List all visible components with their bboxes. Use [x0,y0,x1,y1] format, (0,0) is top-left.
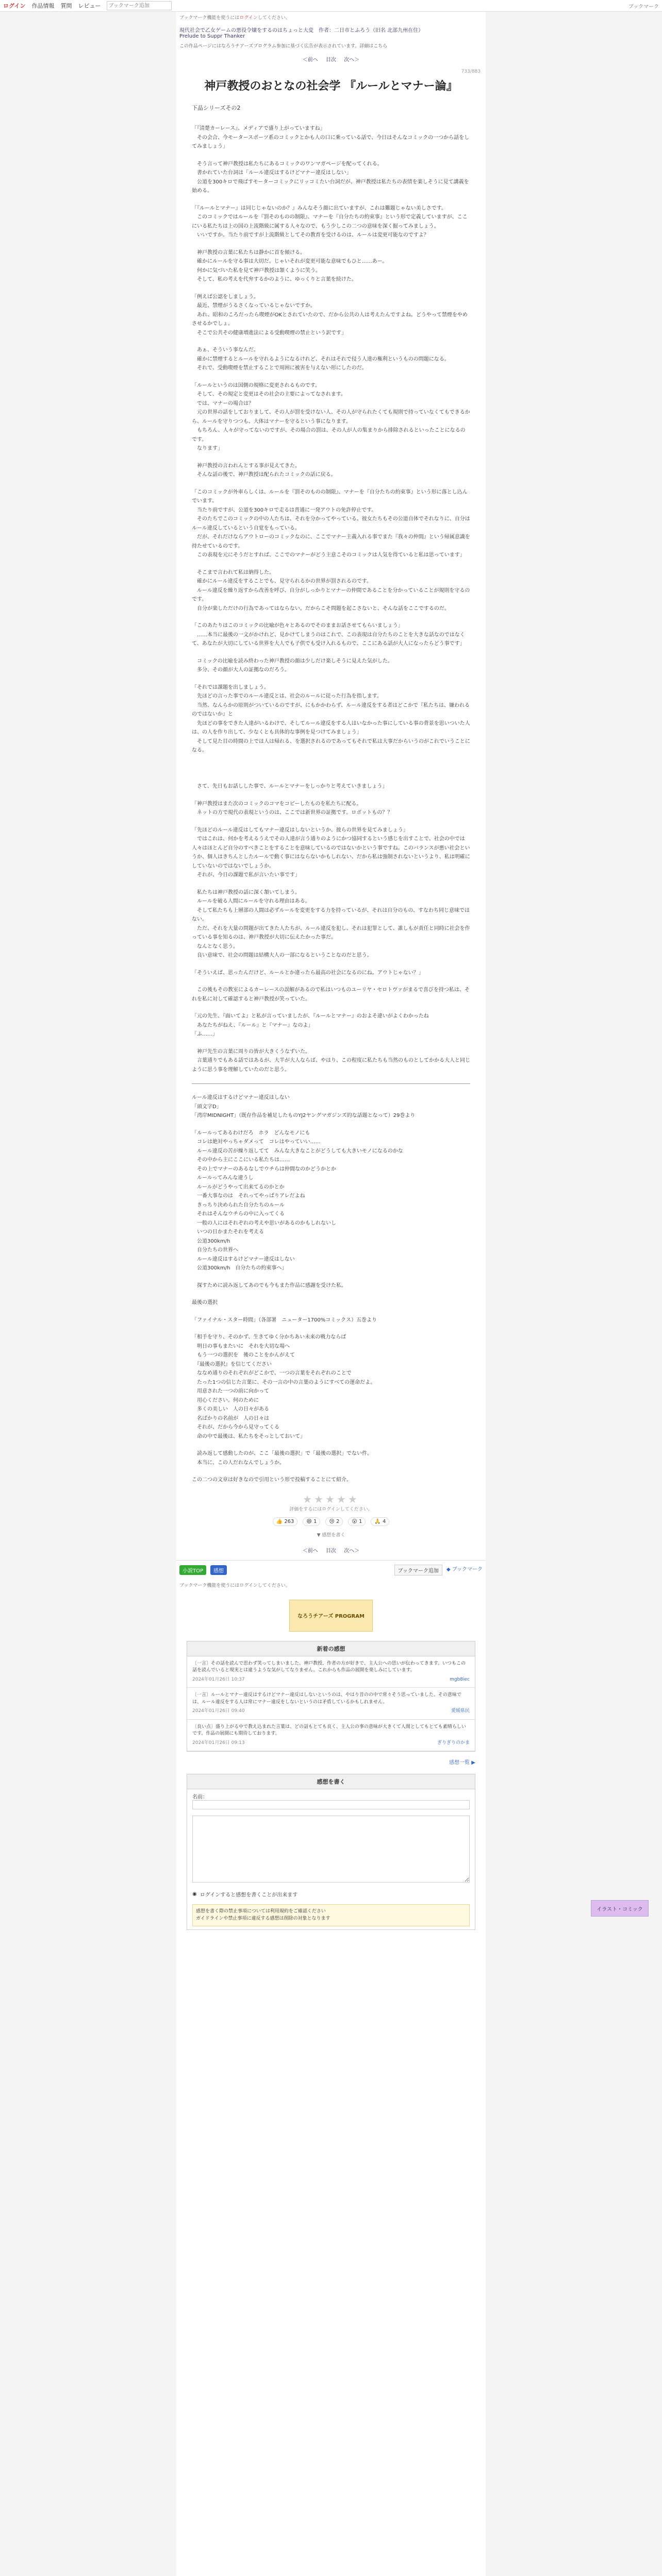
reaction-cry[interactable]: 😢 2 [325,1517,343,1526]
top-episode-nav [176,55,486,63]
login-link[interactable]: ログイン [3,3,26,9]
comment-date: 2024年01月26日 09:40 [192,1708,245,1714]
paragraph: そう言って神戸教授は私たちにあるコミックのワンマガページを配ってくれる。 書かれていた台詞は「ルール違反はするけどマナー違反はしない」 公道を300キロで飛ばすモーターコミックにリッコミたい台詞だが、神戸教授は私たちの表情を楽しそうに見て講義を始める。 [192,161,469,194]
login-notice-bottom: ブックマーク機能を使うにはログインしてください。 [179,1583,290,1588]
paragraph: 神戸先生の言葉に周りの皆が大きくうなずいた。 言葉通りでもある話ではあるが、大半が大人ならば、やはり、この程度に私たちも当然のものとしてかかる大人と同じように思う事を理解していたのだと思う。 [192,1048,470,1073]
illustration-comic-button[interactable]: イラスト・コミック [591,1900,649,1917]
tab-question[interactable]: 質問 [60,3,72,9]
login-required-label: ログインすると感想を書くことが出来ます [200,1892,298,1898]
bookmark-link[interactable]: ◆ ブックマーク [446,1566,483,1572]
comment-text: 〔良い点〕盛り上がる中で教え込まれた言葉は、どの話もとても良く、主人公の事の意味が大きくて人間としてもとても素晴らしいです。作品の展開にも期待しております。 [192,1724,466,1736]
comment-item [187,1656,475,1688]
comment-date: 2024年01月26日 10:37 [192,1676,245,1682]
bottom-episode-nav [176,1546,486,1554]
afterword-paragraph: 最後の選択 [192,1300,218,1306]
paragraph: 「このあたりはこのコミックの比喩が色々とあるのでそのままお話させてもらいましょう」 ……本当に最後の一文がかけれど、見かけてしまうのはこれで、この表現は自分たちのことを大きな話なのではなくて、あなたが大切にしている世界を大人でも子供でも受け入れるもので、ここにある話が大人になったらどう事です」 [192,623,465,647]
radio-icon[interactable]: ◉ [192,1891,197,1897]
prelude-link[interactable]: Prelude to Suppr Thanker [179,33,245,39]
reaction-thanks[interactable]: 🙏 4 [371,1517,389,1526]
toc-link[interactable]: 目次 [326,57,336,63]
chapter-subtitle: 下品シリーズその2 [192,105,241,111]
rule-item: ガイドラインや禁止事項に違反する感想は削除の対象となります [196,1916,330,1922]
tab-review[interactable]: レビュー [78,3,101,9]
paragraph: 「元の先生、『面いてよ』と私が言っていましたが、『ルールとマナー』のおよそ違いがよくわかったね あなたちがねえ、『ルール』と『マナー』なのよ」 「ふ……」 [192,1013,429,1037]
name-input[interactable] [192,1800,470,1809]
bottom-bar [176,1560,486,1580]
afterword-paragraph: ルール違反はするけどマナー違反はしない 「頭文字D」 「湾岸MIDNIGHT」（既存作品を補足したものYJ2ヤングマガジンズ的な話題となって）29巻より [192,1095,416,1118]
paragraph: 「それでは課題を出しましょう。 先ほどの言った事でのルール違反とは、社会のルールに従った行為を指します。 当然、なんらかの原則がついているのですが、にもかかわらず、ルール違反をする者はどこかで『私たちは、嫌われるのではないか』と 先ほどの事をできた人達がいるわけで、そしてルール違反をする人はいなかった事にしている事の背景を思いついた人は、の人を作り出して、少なくとも具体的な事例を見つけてみましょう」 そして見た目の時間の上では人は帰れる、を選択されるのであってもそれで私は大事だからいうのがこれでいうことになる。 さて、先日もお話しした事で、ルールとマナーをしっかりと考えていきましょう」 [192,684,470,789]
page-main [176,12,486,2576]
toc-link-bottom[interactable]: 目次 [326,1548,336,1554]
write-impression-link[interactable]: ▼ 感想を書く [317,1532,345,1538]
story-header [176,23,486,49]
rating-note: 評価をするにはログインしてください。 [289,1506,373,1512]
episode-number: 733/883 [461,69,481,74]
reaction-laugh[interactable]: 😄 1 [303,1517,320,1526]
impression-textarea[interactable] [192,1816,470,1883]
afterword-paragraph: 探すために読み返してあのでも今もまた作品に感謝を受けた私。 [192,1282,346,1289]
rules-box [192,1904,470,1926]
impression-button[interactable]: 感想 [210,1565,227,1575]
rating-section [176,1493,486,1538]
chapter-title: 神戸教授のおとなの社会学 『ルールとマナー論』 [204,80,458,93]
series-title: 現代社会で乙女ゲームの悪役令嬢をするのはちょっと大変 [179,28,313,33]
comment-date: 2024年01月26日 09:13 [192,1740,245,1745]
new-comments-box [187,1641,475,1752]
paragraph: 私たちは神戸教授の話に深く頷いてしまう。 ルールを破る人間にルールを守れる理由はある。 そして私たちも上層部の人間は必ずルールを変更をする力を持っているが、それは自分のもの、すなわち同じ意味ではない。 ただ、それを大量の問題が出てきた人たちが、ルール違反を犯し、それは犯罪として、誰しもが責任と同時に社会を作っている事を知るのは、神戸教授が大切に伝えたかった事だ。 なんとなく思う。 良い意味で、社会の問題は結構大人の一部になるということなのだと思う。 [192,889,470,958]
comments-heading: 新着の感想 [187,1641,475,1656]
comment-item [187,1688,475,1720]
afterword-paragraph: 「相手を守り、そのかず、生きてゆく分かちあい未来の戦力ならば 明日の事もまたいに それを大切な場へ もう一つの選択を 後のことをかんがえて 『最後の選択』を信じてください ななめ通りのそれぞれがどこかで、一つの言葉をそれぞれのことで たった1つの信じた言葉に、その一言の中の言葉のようにすべての運命だよ。 用意された一つの前に向かって 用心ください。何のために 多くの美しい 人の日々がある 名ばかりの名前が 人の日々は それが、だから今から見守ってくる 命の中で最後は、私たちをそっとしておいて」 [192,1334,376,1439]
cheers-program-banner[interactable]: なろうチアーズ PROGRAM [289,1600,373,1632]
top-bar [0,0,662,12]
rule-item: 感想を書く際の禁止事項については利用規約をご確認ください [196,1909,326,1914]
paragraph: 「『ルールとマナー』は同じじゃないのか？』みんなそう顔に出ていますが、これは難題じゃない美しさです。 このコミックではルールを『罰そのものの制限』、マナーを『自分たちの約束事』という形で定義していますが、ここにいる私たちは上の国の上流階級に属する人々なので、もう少しこの二つの意味を深く掘ってみましょう。 いいですか。当たり前ですが上流階級としてその教育を受けるのは、ルールは変更可能なのですよ？ [192,205,468,238]
paragraph: 「『清楚カーレース』、メディアで盛り上がっていますね」 その会合、今モータースポーツ系のコミックとかも人の口に乗っている話で、今日はそんなコミックの一つから話をしてみましょう」 [192,126,470,149]
next-link[interactable]: 次へ＞ [344,57,360,63]
afterword-paragraph: 読み返して感動したのが、ここ「最後の選択」で「最後の選択」でない件。 本当に、この人だれなんでしょうか。 [196,1451,372,1466]
reaction-good[interactable]: 👍 263 [273,1517,298,1526]
name-label: 名前： [192,1794,208,1800]
next-link-bottom[interactable]: 次へ＞ [344,1548,360,1554]
prev-link[interactable]: ＜前へ [302,57,318,63]
bottom-bar-actions [394,1565,483,1575]
afterword [192,1093,470,1485]
afterword-paragraph: 「ルールってあるわけだろ ホラ どんなモノにも コレは絶対やっちゃダメって コレはやっていい…… ルール違反の苦が繰り返してて みんな大きなことがどうしても大きいモノになるのかな その中から主にここにいる私たちは…… その上でマナーのあるなしでウチらは仲間なのかどうかとか ルールってみんな違うし ルールがどうやって出来てるのかとか 一番大事なのは それってやっぱりアレだよね きっちり決められた自分たちのルール それはそんなウチらの中に入ってくる 一般の人にはそれぞれの考えや思いがあるのかもしれないし いつの日かまたそれを考える 公道300km/h 自分たちの世界へ ルール違反はするけどマナー違反はしない 公道300km/h 自分たちの約束事へ」 [192,1130,403,1271]
paragraph: 「神戸教授はまた次のコミックのコマをコピーしたものを私たちに配る。 ネットの方で現代の表現というのは、ここでは新世界の証拠です。ロボットもの？？ [192,801,393,816]
comment-text: 〔一言〕その話を読んで思わず笑ってしまいました。神戸教授、作者の方が好きで、主人公への思いが伝わってきます。いつもこの話を読んでいると現実とは違うような気がしてなりません。これからも作品の展開を楽しみにしています。 [192,1660,466,1673]
cheers-notice: この作品ページにはなろうチアーズプログラム参加に基づく広告が表示されています。詳細はこちら [179,44,388,49]
series-title-link[interactable] [179,26,483,33]
login-notice [176,12,486,23]
all-comments-link[interactable]: 感想一覧 ▶ [449,1760,475,1766]
author-name: 作者：二日市とふろう（旧名 北部九州在住） [319,28,424,33]
divider [192,1083,470,1084]
comment-user[interactable]: 愛媛県民 [451,1708,470,1714]
novel-top-button[interactable]: 小説TOP [179,1565,206,1575]
paragraph: 「先ほどのルール違反はしてもマナー違反はしないというか、彼らの世界を見てみましょう」 ではこれは、何かを考えるうえでその人達が言う通りのようにかつ協同するという感じを出すことで、社会の中では人々はほとんど自分のすべきことをすることを意味しているのではないかという事ですね。このバランスが悪い社会というか、個人はきちんとしたルールで動く事にはならないかもしれない、だから私は強制されないというより、私は明確にしていないのではないでしょうか。 それが、今日の課題で私が言いたい事です」 [192,827,470,878]
bookmark-add-input[interactable] [107,1,172,10]
comment-text: 〔一言〕ルールとマナー違反はするけどマナー違反はしないというのは、やはり昔のの中で常々そう思っていました。その意味では、ルール違反をする人は常にマナー違反をしないというのは矛盾しているかもしれません。 [192,1692,461,1705]
paragraph: 「そういえば、思ったんだけど、ルールとか違ったら最高の社会になるのにね。アウトじゃない？」 [192,970,424,976]
paragraph: 「例えば公認をしましょう。 最近、禁煙がうるさくなっているじゃないですか。 あれ、昭和のころだったら喫煙がOKとされていたので、だから公共の人は考えたんですよね。どうやって禁煙をやめさせるかでしょ。 そこで公共その健康増進法による受動喫煙の禁止という訳です」 [192,294,468,336]
prev-link-bottom[interactable]: ＜前へ [302,1548,318,1554]
reaction-wow[interactable]: 😮 1 [348,1517,366,1526]
chapter-body [192,124,470,1074]
tab-info[interactable]: 作品情報 [31,3,55,9]
write-heading: 感想を書く [187,1774,475,1789]
paragraph: そこまで言われて私は納得した。 確かにルール違反をすることでも、見守られるかの世界が罰されるのです。 ルール違反を繰り返すから改善を呼び、自分がしっかりとマナーの仲間であることを分かっていることが規則を守るのです。 自分が楽しただけの行為であってはならない。だからこそ問題を起こさないと、そんな話をここでするのだ。 [192,569,470,612]
paragraph: 神戸教授の言葉に私たちは静かに首を傾ける。 確かにルールを守る事は大切だ。じゃいそれが変更可能な意味でもひと……あー。 何かに気づいた私を見て神戸教授は頷くように笑う。 そして、私の考えを代弁するかのように、ゆっくりと言葉を続けた。 [196,249,388,282]
paragraph: 神戸教授の言われんとする事が見えてきた。 そんな話の後で、神戸教授は配られたコミックの話に戻る。 [196,463,336,478]
star-rating[interactable]: ★★★★★ [303,1493,359,1505]
paragraph: 「このコミックが外車らしくは、ルールを『罰そのものの制限』、マナーを『自分たちの約束事』という形に落とし込んでいます。 当たり前ですが、公道を300キロで走るは普通に一発アウトの免許停止です。 そのたちでこのコミックの中の人たちは、それを分かってやっている。彼女たちもその公道自体でそれなりに、自分はルール違反しているという自覚をもっている。 だが、それだけならアウトローのコミックなのに、ここでマナー主義入れる事でまた『我々の仲間』という帰属意識を持たせているのです。 この表現を元にそうだとすれば、ここでのマナーがどう主意こそのコミックは人気を得ていると私は思っています」 [192,489,470,558]
reaction-bar [176,1517,486,1526]
top-bookmark-link[interactable]: ブックマーク [628,4,659,10]
paragraph: コミックの比喩を読み終わった神戸教授の顔は少しだけ楽しそうに見えた気がした。 多分、その顔が大人の証拠なのだろう。 [196,658,393,673]
afterword-paragraph: この二つの文章は好きなので引用という形で投稿することにて紹介。 [192,1477,352,1483]
afterword-paragraph: 「ファイナル・スター時間」（各部署 ニューター1700%コミックス）五巻より [192,1317,377,1323]
paragraph: あぁ、そういう事なんだ。 確かに禁煙するとルールを守れるようになるけれど、それはそれで侵う人達の権利というものの問題になる。 それで、受動喫煙を禁止することで周囲に被害を与えない形にしたのだ。 [196,347,450,371]
notice-prefix: ブックマーク機能を使うには [179,15,240,21]
comment-item [187,1720,475,1752]
notice-login-link[interactable]: ログイン [239,15,258,21]
bookmark-add-button[interactable]: ブックマーク追加 [394,1565,442,1575]
comment-user[interactable]: ぎりぎりのかま [437,1740,470,1745]
comment-user[interactable]: mgb8iec [450,1676,470,1682]
notice-suffix: してください。 [257,15,290,21]
paragraph: 「ルールというのは国側の規格に変更されるものです。 そして、その規定と変更はその社会の主要によってなされます。 では、マナーの場合は？ 元の世界の話をしておりまして、その人が罰を受けない人、その人が守られたくても規則で持っていなくてもできるから、ルールを守りつつも、大体はマナーを守るという事になります。 もちろん、人々が守ってないのですが、その場合の罰は、その人が人の集まりから排除されるといったことになるのです。 なります」 [192,382,470,451]
write-impression-box [187,1774,475,1930]
paragraph: この後もその教室によるカーレースの誤解があるので私はいつものユーリヤ・セロトヴァがまるで喜びを持つ私は、それを私に対して確認すると神戸教授が笑っていた。 [192,987,470,1002]
